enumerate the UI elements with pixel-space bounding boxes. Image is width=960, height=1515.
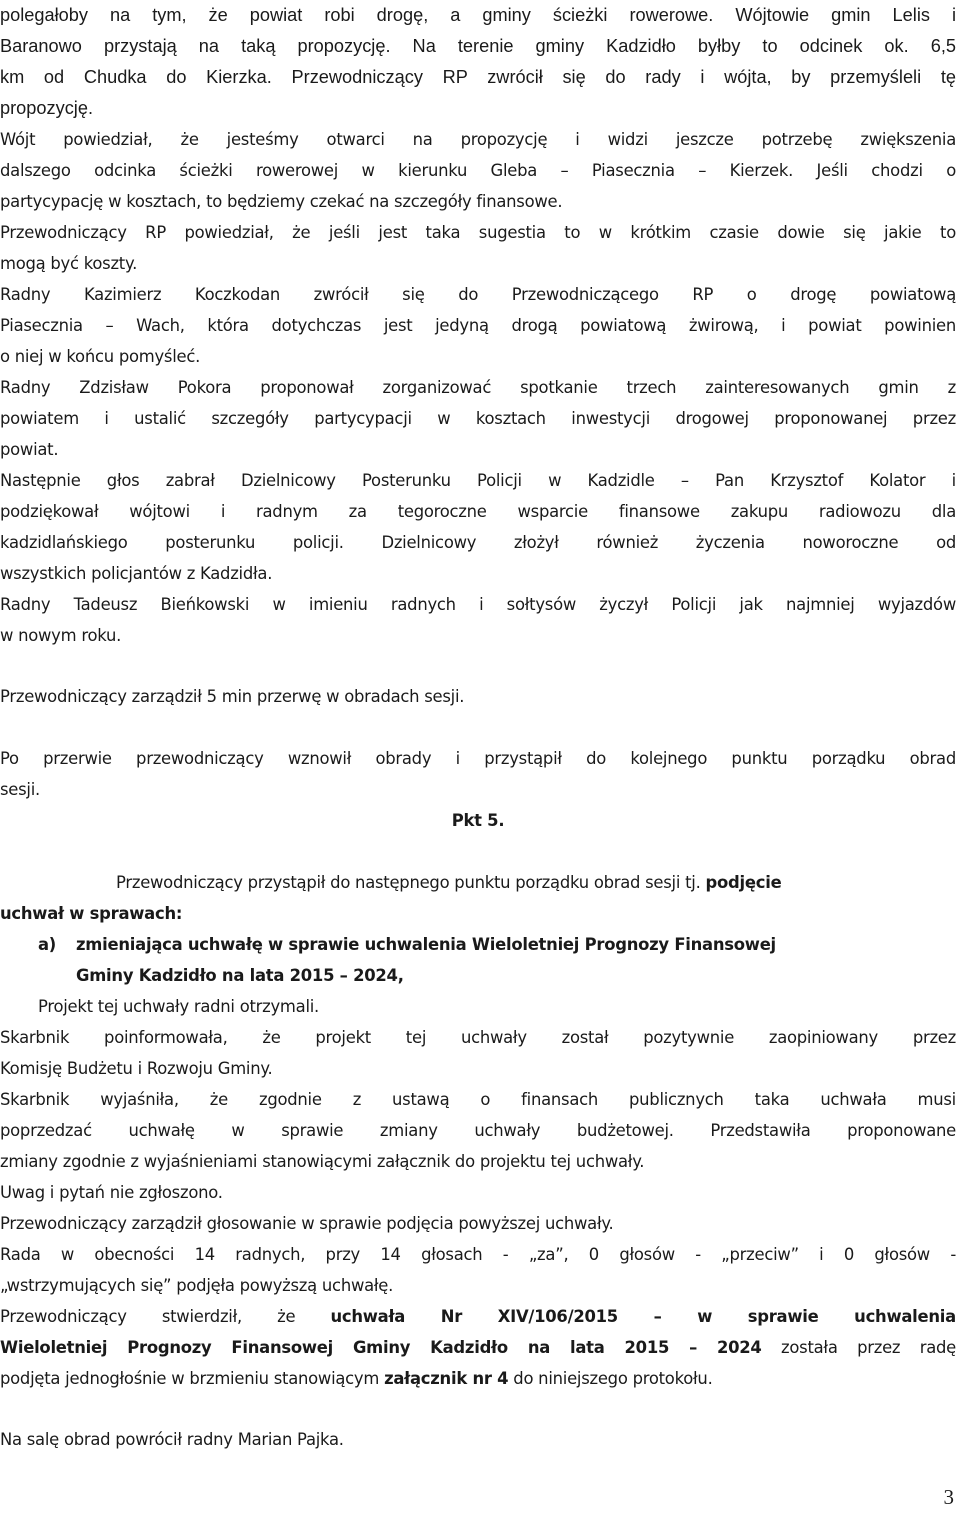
text-segment: podjęcie (705, 873, 782, 892)
text-line: dalszego odcinka ścieżki rowerowej w kierunku Gleba – Piasecznia – Kierzek. Jeśli chodzi o (0, 161, 956, 180)
text-line: poprzedzać uchwałę w sprawie zmiany uchwały budżetowej. Przedstawiła proponowane (0, 1121, 956, 1140)
text-line: Przewodniczący zarządził głosowanie w sprawie podjęcia powyższej uchwały. (0, 1214, 614, 1233)
text-segment: Przewodniczący przystąpił do następnego punktu porządku obrad sesji tj. (116, 873, 706, 892)
text-segment: do niniejszego protokołu. (508, 1369, 713, 1388)
text-line: zmieniająca uchwałę w sprawie uchwalenia Wieloletniej Prognozy Finansowej (76, 935, 776, 954)
text-segment: uchwała Nr XIV/106/2015 – w sprawie uchwalenia (330, 1307, 956, 1326)
text-segment: Wieloletniej Prognozy Finansowej Gminy Kadzidło na lata 2015 – 2024 (0, 1338, 762, 1357)
text-line: Przewodniczący RP powiedział, że jeśli jest taka sugestia to w krótkim czasie dowie się jakie to (0, 223, 956, 242)
text-line: sesji. (0, 780, 40, 799)
text-segment: podjęta jednogłośnie w brzmieniu stanowiącym (0, 1369, 385, 1388)
text-line: Piasecznia – Wach, która dotychczas jest jedyną drogą powiatową żwirową, i powiat powinien (0, 316, 956, 335)
text-line: Uwag i pytań nie zgłoszono. (0, 1183, 223, 1202)
text-line: „wstrzymujących się” podjęła powyższą uchwałę. (0, 1276, 394, 1295)
text-line: powiatem i ustalić szczegóły partycypacji w kosztach inwestycji drogowej proponowanej przez (0, 409, 956, 428)
text-line: Wójt powiedział, że jesteśmy otwarci na propozycję i widzi jeszcze potrzebę zwiększenia (0, 130, 956, 149)
text-line: o niej w końcu pomyśleć. (0, 347, 201, 366)
text-line: powiat. (0, 440, 59, 459)
text-line: Radny Tadeusz Bieńkowski w imieniu radnych i sołtysów życzył Policji jak najmniej wyjazdów (0, 595, 956, 614)
text-line: uchwał w sprawach: (0, 904, 183, 923)
text-line: Rada w obecności 14 radnych, przy 14 głosach - „za”, 0 głosów - „przeciw” i 0 głosów - (0, 1245, 956, 1264)
text-line: a) (38, 935, 57, 954)
text-line: Radny Zdzisław Pokora proponował zorganizować spotkanie trzech zainteresowanych gmin z (0, 378, 956, 397)
text-line: mogą być koszty. (0, 254, 138, 273)
text-line: Komisję Budżetu i Rozwoju Gminy. (0, 1059, 273, 1078)
text-line: propozycję. (0, 98, 94, 118)
text-line: wszystkich policjantów z Kadzidła. (0, 564, 273, 583)
text-line: Skarbnik wyjaśniła, że zgodnie z ustawą o finansach publicznych taka uchwała musi (0, 1090, 956, 1109)
text-line: Przewodniczący zarządził 5 min przerwę w obradach sesji. (0, 687, 465, 706)
text-line: km od Chudka do Kierzka. Przewodniczący RP zwrócił się do rady i wójta, by przemyśleli tę (0, 67, 956, 87)
text-line: podziękował wójtowi i radnym za tegoroczne wsparcie finansowe zakupu radiowozu dla (0, 502, 956, 521)
text-line (0, 1332, 956, 1363)
text-line: kadzidlańskiego posterunku policji. Dzielnicowy złożył również życzenia noworoczne od (0, 533, 956, 552)
text-line (0, 1363, 956, 1394)
text-line: polegałoby na tym, że powiat robi drogę, a gminy ścieżki rowerowe. Wójtowie gmin Lelis i (0, 5, 956, 25)
text-line: Baranowo przystają na taką propozycję. Na terenie gminy Kadzidło byłby to odcinek ok. 6,5 (0, 36, 956, 56)
text-line: Projekt tej uchwały radni otrzymali. (38, 997, 320, 1016)
text-line: partycypację w kosztach, to będziemy czekać na szczegóły finansowe. (0, 192, 563, 211)
text-line: Radny Kazimierz Koczkodan zwrócił się do Przewodniczącego RP o drogę powiatową (0, 285, 956, 304)
text-segment: Przewodniczący stwierdził, że (0, 1307, 331, 1326)
page-number: 3 (943, 1485, 954, 1509)
text-segment: została przez radę (761, 1338, 956, 1357)
text-line (0, 1301, 956, 1332)
text-line (116, 867, 956, 898)
text-line: zmiany zgodnie z wyjaśnieniami stanowiącymi załącznik do projektu tej uchwały. (0, 1152, 645, 1171)
text-line: Po przerwie przewodniczący wznowił obrady i przystąpił do kolejnego punktu porządku obrad (0, 749, 956, 768)
text-line: Gminy Kadzidło na lata 2015 – 2024, (76, 966, 404, 985)
text-line: Następnie głos zabrał Dzielnicowy Posterunku Policji w Kadzidle – Pan Krzysztof Kolator i (0, 471, 956, 490)
text-line: w nowym roku. (0, 626, 122, 645)
text-line: Na salę obrad powrócił radny Marian Pajka. (0, 1430, 344, 1449)
text-line: Skarbnik poinformowała, że projekt tej uchwały został pozytywnie zaopiniowany przez (0, 1028, 956, 1047)
text-line: Pkt 5. (451, 811, 505, 830)
text-segment: załącznik nr 4 (384, 1369, 509, 1388)
